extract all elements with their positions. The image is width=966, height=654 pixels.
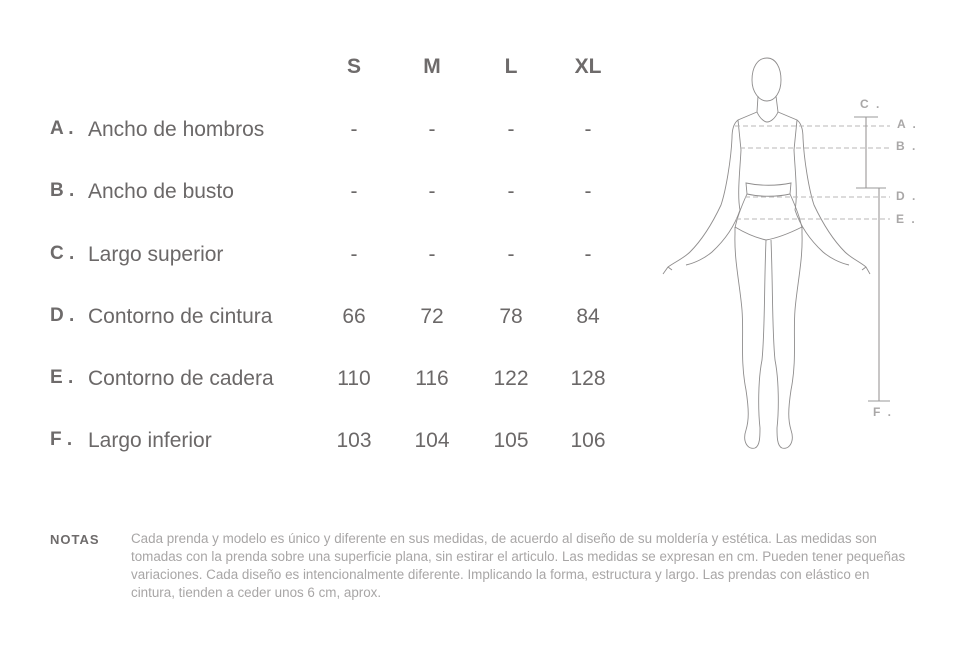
- table-row: [0, 305, 640, 335]
- row-letter: D .: [50, 305, 75, 326]
- table-row: [0, 118, 640, 148]
- cell-l: -: [507, 243, 515, 266]
- notes-title: NOTAS: [50, 532, 100, 547]
- row-label: Ancho de hombros: [88, 118, 265, 141]
- size-header-row: [0, 55, 640, 85]
- row-label: Contorno de cintura: [88, 305, 273, 328]
- figure-label-a: A .: [897, 117, 918, 131]
- row-label: Largo inferior: [88, 429, 212, 452]
- cell-l: -: [507, 118, 515, 141]
- cell-m: 104: [414, 429, 450, 452]
- cell-m: -: [428, 180, 436, 203]
- mannequin-illustration-icon: [650, 40, 940, 470]
- cell-s: -: [350, 243, 358, 266]
- cell-m: 72: [420, 305, 444, 328]
- cell-s: 103: [336, 429, 372, 452]
- cell-s: 66: [342, 305, 366, 328]
- body-measurement-figure: [650, 40, 940, 470]
- size-header-m: M: [423, 55, 441, 78]
- cell-s: -: [350, 118, 358, 141]
- cell-l: 78: [499, 305, 523, 328]
- cell-xl: 106: [570, 429, 606, 452]
- row-label: Ancho de busto: [88, 180, 234, 203]
- row-letter: F .: [50, 429, 73, 450]
- cell-m: -: [428, 118, 436, 141]
- figure-label-d: D .: [896, 189, 918, 203]
- figure-label-f: F .: [873, 405, 893, 419]
- cell-s: -: [350, 180, 358, 203]
- table-row: [0, 429, 640, 459]
- table-row: [0, 243, 640, 273]
- cell-m: -: [428, 243, 436, 266]
- cell-s: 110: [337, 367, 371, 390]
- cell-l: 105: [493, 429, 529, 452]
- row-letter: B .: [50, 180, 75, 201]
- cell-m: 116: [415, 367, 449, 390]
- row-label: Largo superior: [88, 243, 224, 266]
- cell-l: 122: [493, 367, 529, 390]
- notes-text: Cada prenda y modelo es único y diferente en sus medidas, de acuerdo al diseño de su moldería y estética. Las medidas son tomadas con la prenda sobre una superficie plana, sin estirar el articulo. Las medidas se expresan en cm. Pueden tener pequeñas variaciones. Cada diseño es intencionalmente diferente. Implicando la forma, estructura y largo. Las prendas con elástico en cintura, tienden a ceder unos 6 cm, aprox.: [131, 531, 906, 600]
- cell-xl: 128: [570, 367, 606, 390]
- figure-label-e: E .: [896, 212, 917, 226]
- cell-xl: -: [584, 180, 592, 203]
- cell-l: -: [507, 180, 515, 203]
- table-row: [0, 367, 640, 397]
- size-header-s: S: [346, 55, 361, 78]
- cell-xl: 84: [576, 305, 600, 328]
- row-letter: C .: [50, 243, 75, 264]
- size-header-l: L: [504, 55, 518, 78]
- row-label: Contorno de cadera: [88, 367, 274, 390]
- figure-label-c: C .: [860, 97, 882, 111]
- figure-label-b: B .: [896, 139, 918, 153]
- table-row: [0, 180, 640, 210]
- cell-xl: -: [584, 118, 592, 141]
- size-header-xl: XL: [574, 55, 602, 78]
- row-letter: A .: [50, 118, 74, 139]
- row-letter: E .: [50, 367, 74, 388]
- cell-xl: -: [584, 243, 592, 266]
